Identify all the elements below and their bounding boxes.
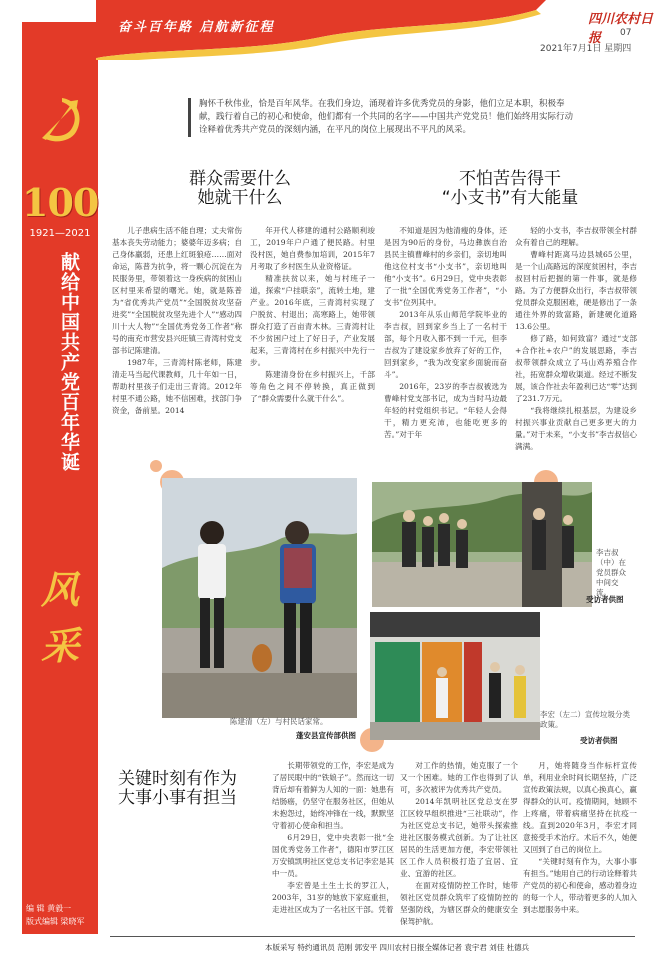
sidebar-banner [22, 22, 98, 934]
article-1-title-line2: 她就干什么 [197, 188, 283, 208]
paragraph: 修了路，如何致富？通过“支部+合作社+农户”的发展思路，李吉叔带领群众成立了马山鸡养殖合作社，拓宽群众增收渠道。经过不断发展，该合作社去年盈利已达“零”达到了231.7万元。 [515, 334, 637, 403]
intro-paragraph: 胸怀千秋伟业，恰是百年风华。在我们身边，涌现着许多优秀党员的身影，他们立足本职，积极奉献，践行着自己的初心和使命，他们都有一个共同的名字——中国共产党党员！他们始终用实际行动诠释着优秀共产党员的深刻内涵，在平凡的岗位上展现出不平凡的风采。 [188, 98, 579, 137]
paragraph: 1987年，三青湾村陈老师，陈建清走马当起代课教师，几十年如一日，帮助村里孩子们走出三青湾。2012年村里不通公路，她不信困难，找部门争资金，备前星。2014 [112, 358, 242, 415]
paragraph: 2016年，23岁的李吉叔被选为曹峰村党支部书记，成为当时马边最年轻的村党组织书记。“年轻人会得干，精力更充沛，也能吃更多的苦。”对于年 [384, 382, 507, 439]
article-1-title [150, 170, 330, 208]
article-2-text-2 [515, 225, 637, 453]
article-2-column-1 [384, 225, 507, 457]
paragraph: 2014年凯明社区党总支在罗江区较早组织推进“三社联动”，作为社区党总支书记，她带头探索推进社区服务模式创新。为了让社区居民的生活更加方便，李宏带领社区工作人员积极打造了宜居、宜业、宜游的社区。 [400, 797, 518, 878]
paragraph: 2013年从乐山师范学院毕业的李吉叔，回到家乡当上了一名村干部，每个月收入都不到一千元，但李吉叔为了建设家乡放弃了好的工作，回到家乡，“我为改变家乡面貌而奋斗”。 [384, 310, 507, 379]
photo-waste-sorting [370, 612, 540, 740]
photo-right-top-caption: 李吉叔（中）在党员群众中间交流。 [596, 548, 626, 597]
article-3-title-line1: 关键时刻有作为 [118, 769, 237, 789]
article-2-title-line1: 不怕苦告得干 [459, 169, 561, 189]
footer-divider [110, 936, 635, 937]
column-name: 风采 [40, 567, 79, 668]
paragraph: 李宏曾是土生土长的罗江人，2003年，31岁的她放下家庭重担，走进社区成为了一名社区干部。凭着 [272, 881, 394, 914]
paragraph: 在面对疫情防控工作时，她带领社区党员群众筑牢了疫情防控的坚强防线，为辖区群众的健康安全保驾护航。 [400, 881, 518, 926]
paragraph: 6月29日，党中央表彰一批“全国优秀党务工作者”，德阳市罗江区万安镇凯明社区党总支书记李宏是其中一员。 [272, 833, 394, 878]
article-3-column-3 [523, 760, 637, 930]
article-3-text-1 [272, 760, 394, 916]
paragraph: 年开代人移建的通村公路顺利竣工，2019年户户通了便民路。村里没村医，她自费参加培训，2015年7月考取了乡村医生从业资格证。 [250, 226, 375, 271]
photo-right-top-credit: 受访者供图 [586, 595, 624, 604]
header-slogan: 奋斗百年路 启航新征程 [118, 20, 275, 35]
vertical-title: 献给中国共产党百年华诞 [58, 252, 80, 472]
article-1-title-line1: 群众需要什么 [189, 169, 291, 189]
article-3-text-2 [400, 760, 518, 928]
centenary-years: 1921—2021 [29, 228, 91, 239]
article-3-column-1 [272, 760, 394, 930]
article-1-text-2 [250, 225, 375, 405]
photo-right-bottom-credit: 受访者供图 [580, 736, 618, 745]
editor-name: 编 辑 黄毅一 [26, 904, 72, 913]
paragraph: 精准扶贫以来，她与村班子一道，探索“户挂联亲”，流转土地，建产业。2016年底，三青湾村实现了户脱贫、村退出；高寒路上，她带领群众打造了百亩青木林。三青湾村让不少贫困户过上了好日子，产业发展起来，三青湾村在乡村振兴中先行一步。 [250, 274, 375, 367]
party-emblem-icon [32, 94, 86, 146]
photo-left-credit: 蓬安县宣传部供图 [296, 731, 356, 740]
paragraph: 轻的小支书，李吉叔带领全村群众有着自己的理解。 [515, 226, 637, 247]
photo-party-members [372, 482, 592, 607]
publication-date: 2021年7月1日 星期四 [540, 44, 632, 54]
article-3-column-2 [400, 760, 518, 930]
paragraph: 儿子患病生活不能自理；丈夫常伤基本丧失劳动能力；婆婆年迈多病；自己身体羸弱，还患上红斑狼疮……面对命运，陈普为抗争，将一颗心沉淀在为民服务里，带领着这一身疾病的贫困山区村里来希望的曙光。她，就是陈普为“省优秀共产党员”“全国脱贫攻坚奋进奖”“全国脱贫攻坚先进个人”“感动四川十大人物”“全国优秀党务工作者”称号的南充市营安县兴旺镇三青湾村党支部书记陈建清。 [112, 226, 242, 355]
article-2-title-line2: “小支书”有大能量 [441, 188, 579, 208]
editor-credits [26, 902, 96, 928]
paragraph: 陈建清身份在乡村振兴上，千部等角色之间不停转换，真正做到了“群众需要什么就干什么”。 [250, 370, 375, 403]
photo-left-caption: 陈建清（左）与村民话家常。 [230, 717, 328, 726]
newspaper-masthead: 四川农村日报 [588, 12, 654, 46]
paragraph: 曹峰村距离马边县城65公里，是一个山高路远的深度贫困村，李吉叔回村后把握的第一件事，就是修路。为了方便群众出行，李吉叔带领党员群众克服困难，硬是修出了一条通往外界的致富路，新建硬化道路13.6公里。 [515, 250, 637, 331]
article-1-column-2 [250, 225, 375, 457]
paragraph: “关键时刻有作为，大事小事有担当。”她用自己的行动诠释着共产党员的初心和使命，感动着身边的每一个人，带动着更多的人加入到志愿服务中来。 [523, 857, 637, 914]
article-2-title [410, 170, 610, 208]
article-3-text-3 [523, 760, 637, 916]
centenary-number: 100 [22, 180, 99, 225]
decor-dot [150, 460, 162, 472]
article-2-text-1 [384, 225, 507, 441]
article-3-title [118, 770, 268, 808]
paragraph: 不知道是因为他清瘦的身体，还是因为90后的身份，马边彝族自治县民主镇曹峰村的乡亲们，亲切地叫他这位村支书“小支书”，亲切地叫他“小支书”。6月29日，党中央表彰了一批“全国优秀党务工作者”，“小支书”位列其中。 [384, 226, 507, 307]
article-2-column-2 [515, 225, 637, 457]
article-1-column-1 [112, 225, 242, 457]
paragraph: 长期带领党的工作，李宏是成为了居民眼中的“铁娘子”。然而这一切背后却有着鲜为人知的一面：她患有结肠癌，仍坚守在服务社区，但她从未抱怨过，始终冲锋在一线，默默坚守着初心使命和担当。 [272, 761, 394, 830]
page-number: 07 [620, 28, 632, 38]
layout-editor-name: 版式编辑 梁晓军 [26, 917, 85, 926]
photo-right-bottom-caption: 李宏（左二）宣传垃圾分类政策。 [540, 710, 630, 729]
footer-byline: 本版采写 特约通讯员 范刚 郭安平 四川农村日报全媒体记者 袁宇君 刘佳 杜德兵 [265, 943, 530, 952]
paragraph: 对工作的热情，她克服了一个又一个困难。她的工作也得到了认可，多次被评为优秀共产党员。 [400, 761, 518, 794]
article-1-text-1 [112, 225, 242, 417]
photo-villager-chat [162, 478, 357, 718]
paragraph: 月，她将随身当作标杆宣传单，利用业余时间长期坚持，广泛宣传政策法规，以真心换真心，赢得群众的认可。疫情期间，她顾不上疼痛，带着病痛坚持在抗疫一线。直到2020年3月，李宏才同意接受手术治疗。术后不久，她便又回到了自己的岗位上。 [523, 761, 637, 854]
paragraph: “我将继续扎根基层，为建设乡村振兴事业贡献自己更多更大的力量。”对于未来，“小支书”李吉叔信心满满。 [515, 406, 637, 451]
article-3-title-line2: 大事小事有担当 [118, 788, 237, 808]
